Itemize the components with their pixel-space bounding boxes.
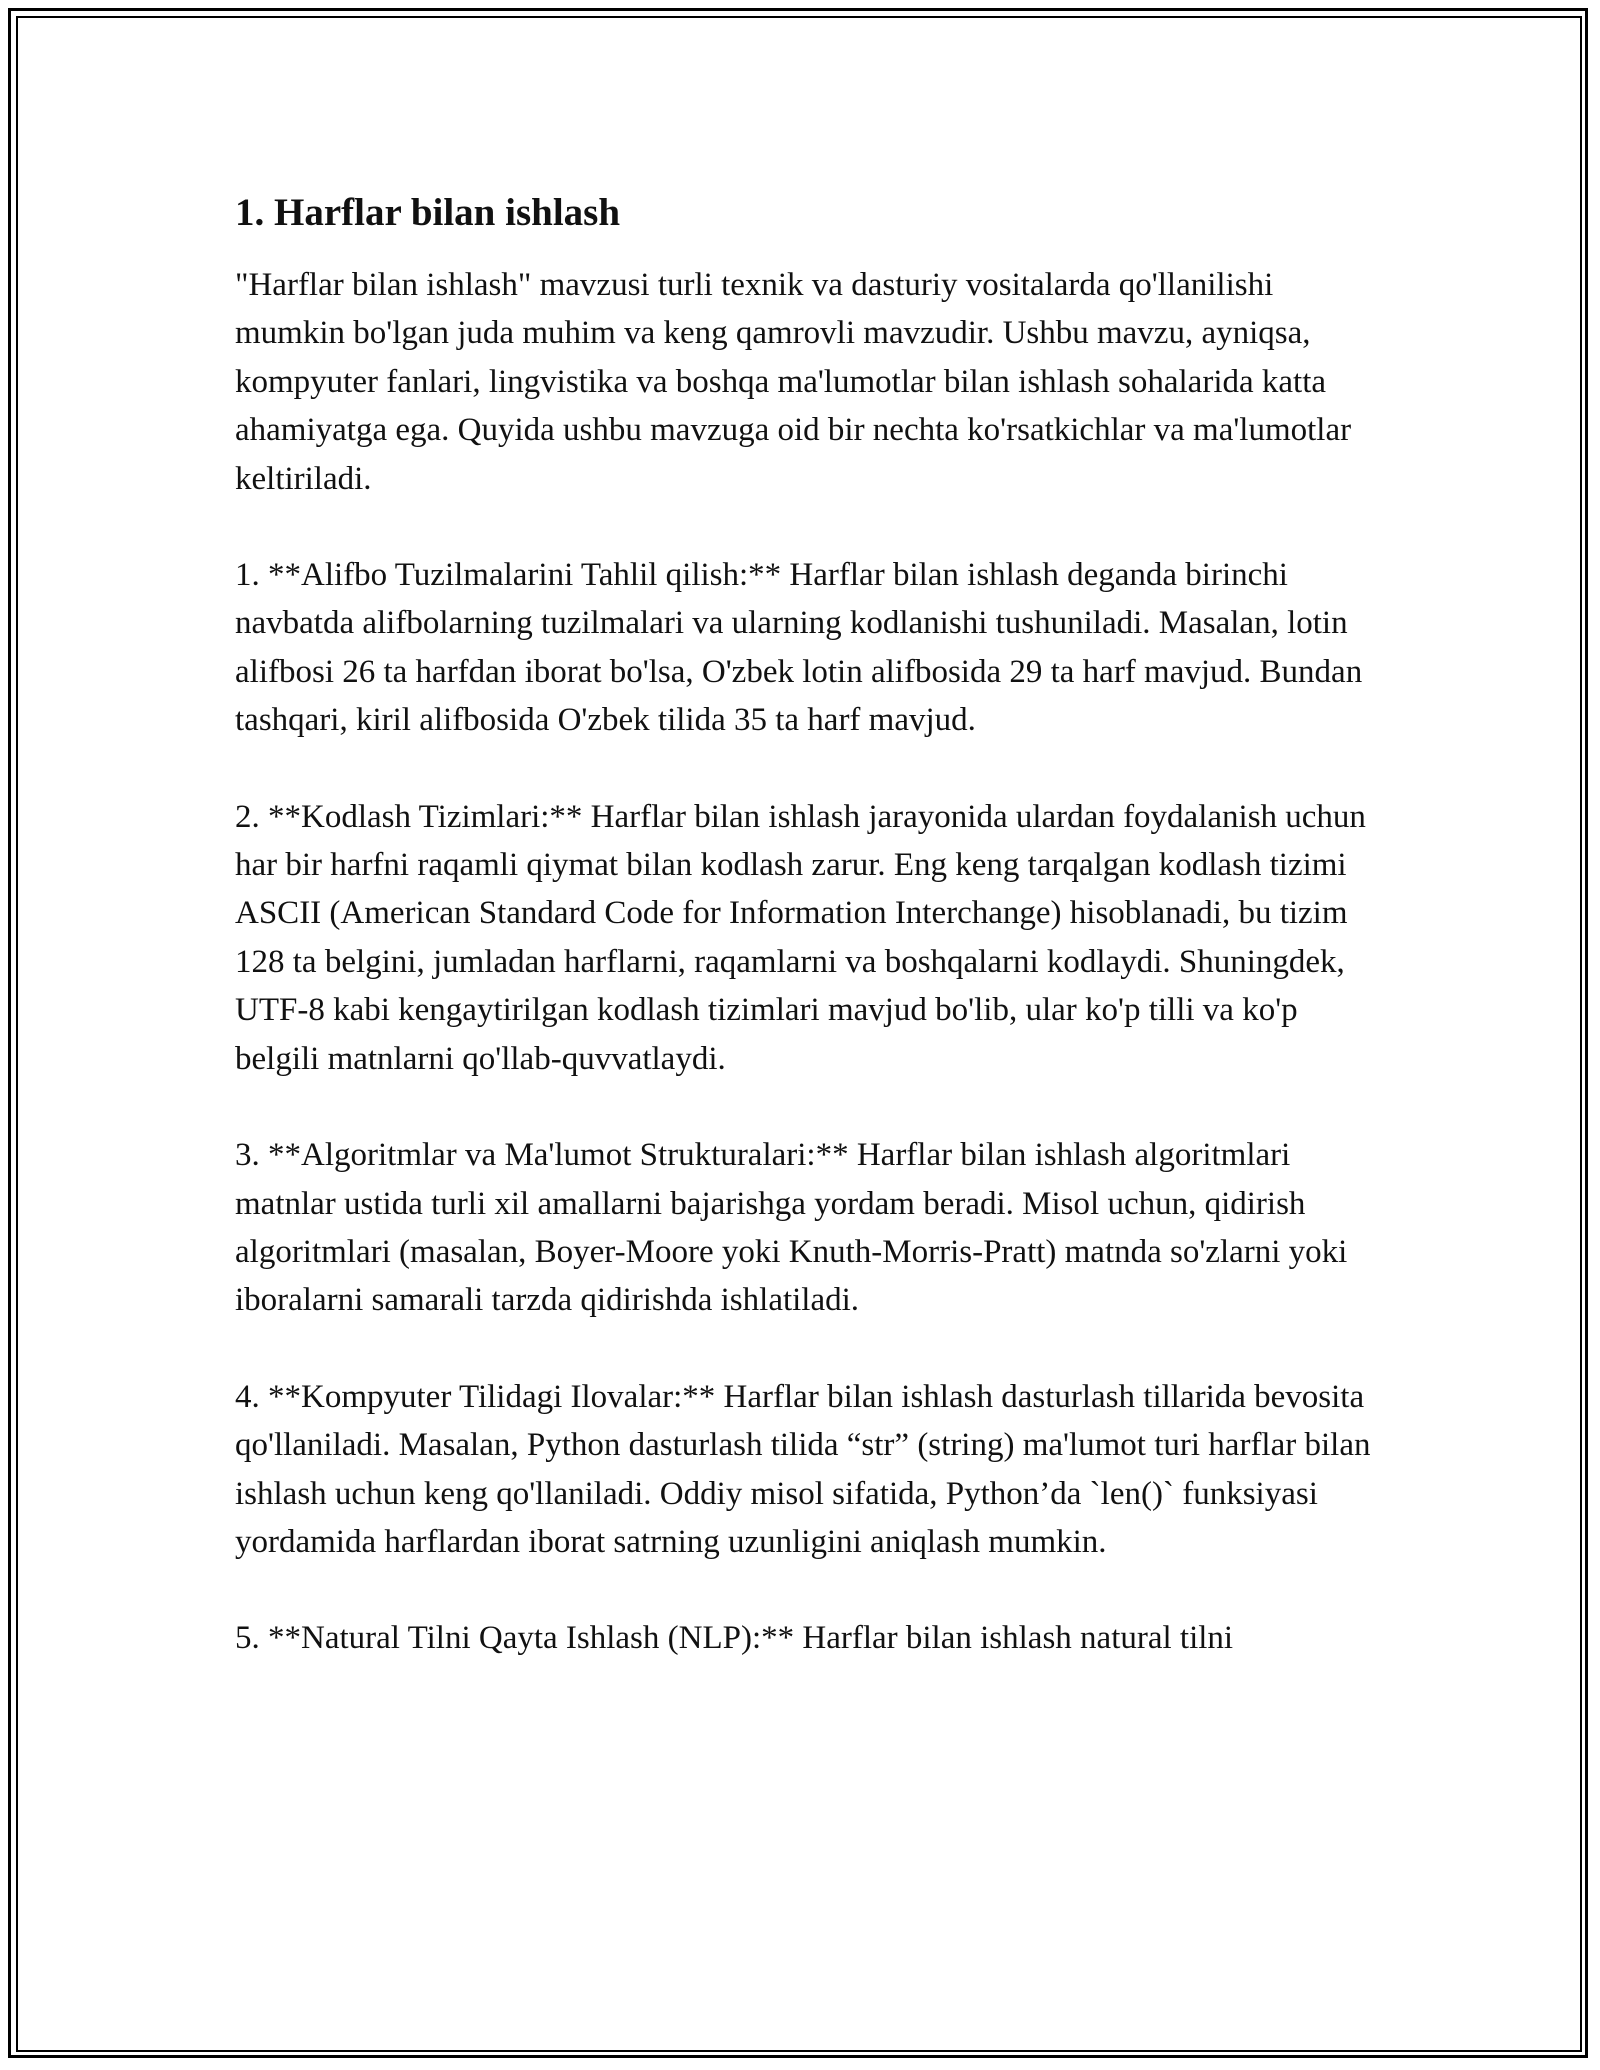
paragraph-encoding-systems: 2. **Kodlash Tizimlari:** Harflar bilan ishlash jarayonida ulardan foydalanish uchun har bir harfni raqamli qiymat bilan kodlash zarur. Eng keng tarqalgan kodlash tizimi ASCII (American Standard Code for Information Interchange) hisoblanadi, bu tizim 128 ta belgini, jumladan harflarni, raqamlarni va boshqalarni kodlaydi. Shuningdek, UTF-8 kabi kengaytirilgan kodlash tizimlari mavjud bo'lib, ular ko'p tilli va ko'p belgili matnlarni qo'llab-quvvatlaydi. (235, 798, 1366, 1077)
paragraph-alphabet-structures: 1. **Alifbo Tuzilmalarini Tahlil qilish:** Harflar bilan ishlash deganda birinchi navbatda alifbolarning tuzilmalari va ularning kodlanishi tushuniladi. Masalan, lotin alifbosi 26 ta harfdan iborat bo'lsa, O'zbek lotin alifbosida 29 ta harf mavjud. Bundan tashqari, kiril alifbosida O'zbek tilida 35 ta harf mavjud. (235, 557, 1363, 739)
page-title: 1. Harflar bilan ishlash (235, 191, 621, 234)
paragraph-algorithms: 3. **Algoritmlar va Ma'lumot Strukturalari:** Harflar bilan ishlash algoritmlari matnlar ustida turli xil amallarni bajarishga yordam beradi. Misol uchun, qidirish algoritmlari (masalan, Boyer-Moore yoki Knuth-Morris-Pratt) matnda so'zlarni yoki iboralarni samarali tarzda qidirishda ishlatiladi. (235, 1137, 1348, 1319)
paragraph-programming-applications: 4. **Kompyuter Tilidagi Ilovalar:** Harflar bilan ishlash dasturlash tillarida bevosita qo'llaniladi. Masalan, Python dasturlash tilida “str” (string) ma'lumot turi harflar bilan ishlash uchun keng qo'llaniladi. Oddiy misol sifatida, Python’da `len()` funksiyasi yordamida harflardan iborat satrning uzunligini aniqlash mumkin. (235, 1378, 1371, 1560)
paragraph-nlp: 5. **Natural Tilni Qayta Ishlash (NLP):** Harflar bilan ishlash natural tilni (235, 1620, 1234, 1657)
intro-paragraph: "Harflar bilan ishlash" mavzusi turli texnik va dasturiy vositalarda qo'llanilishi mumkin bo'lgan juda muhim va keng qamrovli mavzudir. Ushbu mavzu, ayniqsa, kompyuter fanlari, lingvistika va boshqa ma'lumotlar bilan ishlash sohalarida katta ahamiyatga ega. Quyida ushbu mavzuga oid bir nechta ko'rsatkichlar va ma'lumotlar keltiriladi. (235, 267, 1352, 497)
document-body (235, 186, 1375, 1711)
